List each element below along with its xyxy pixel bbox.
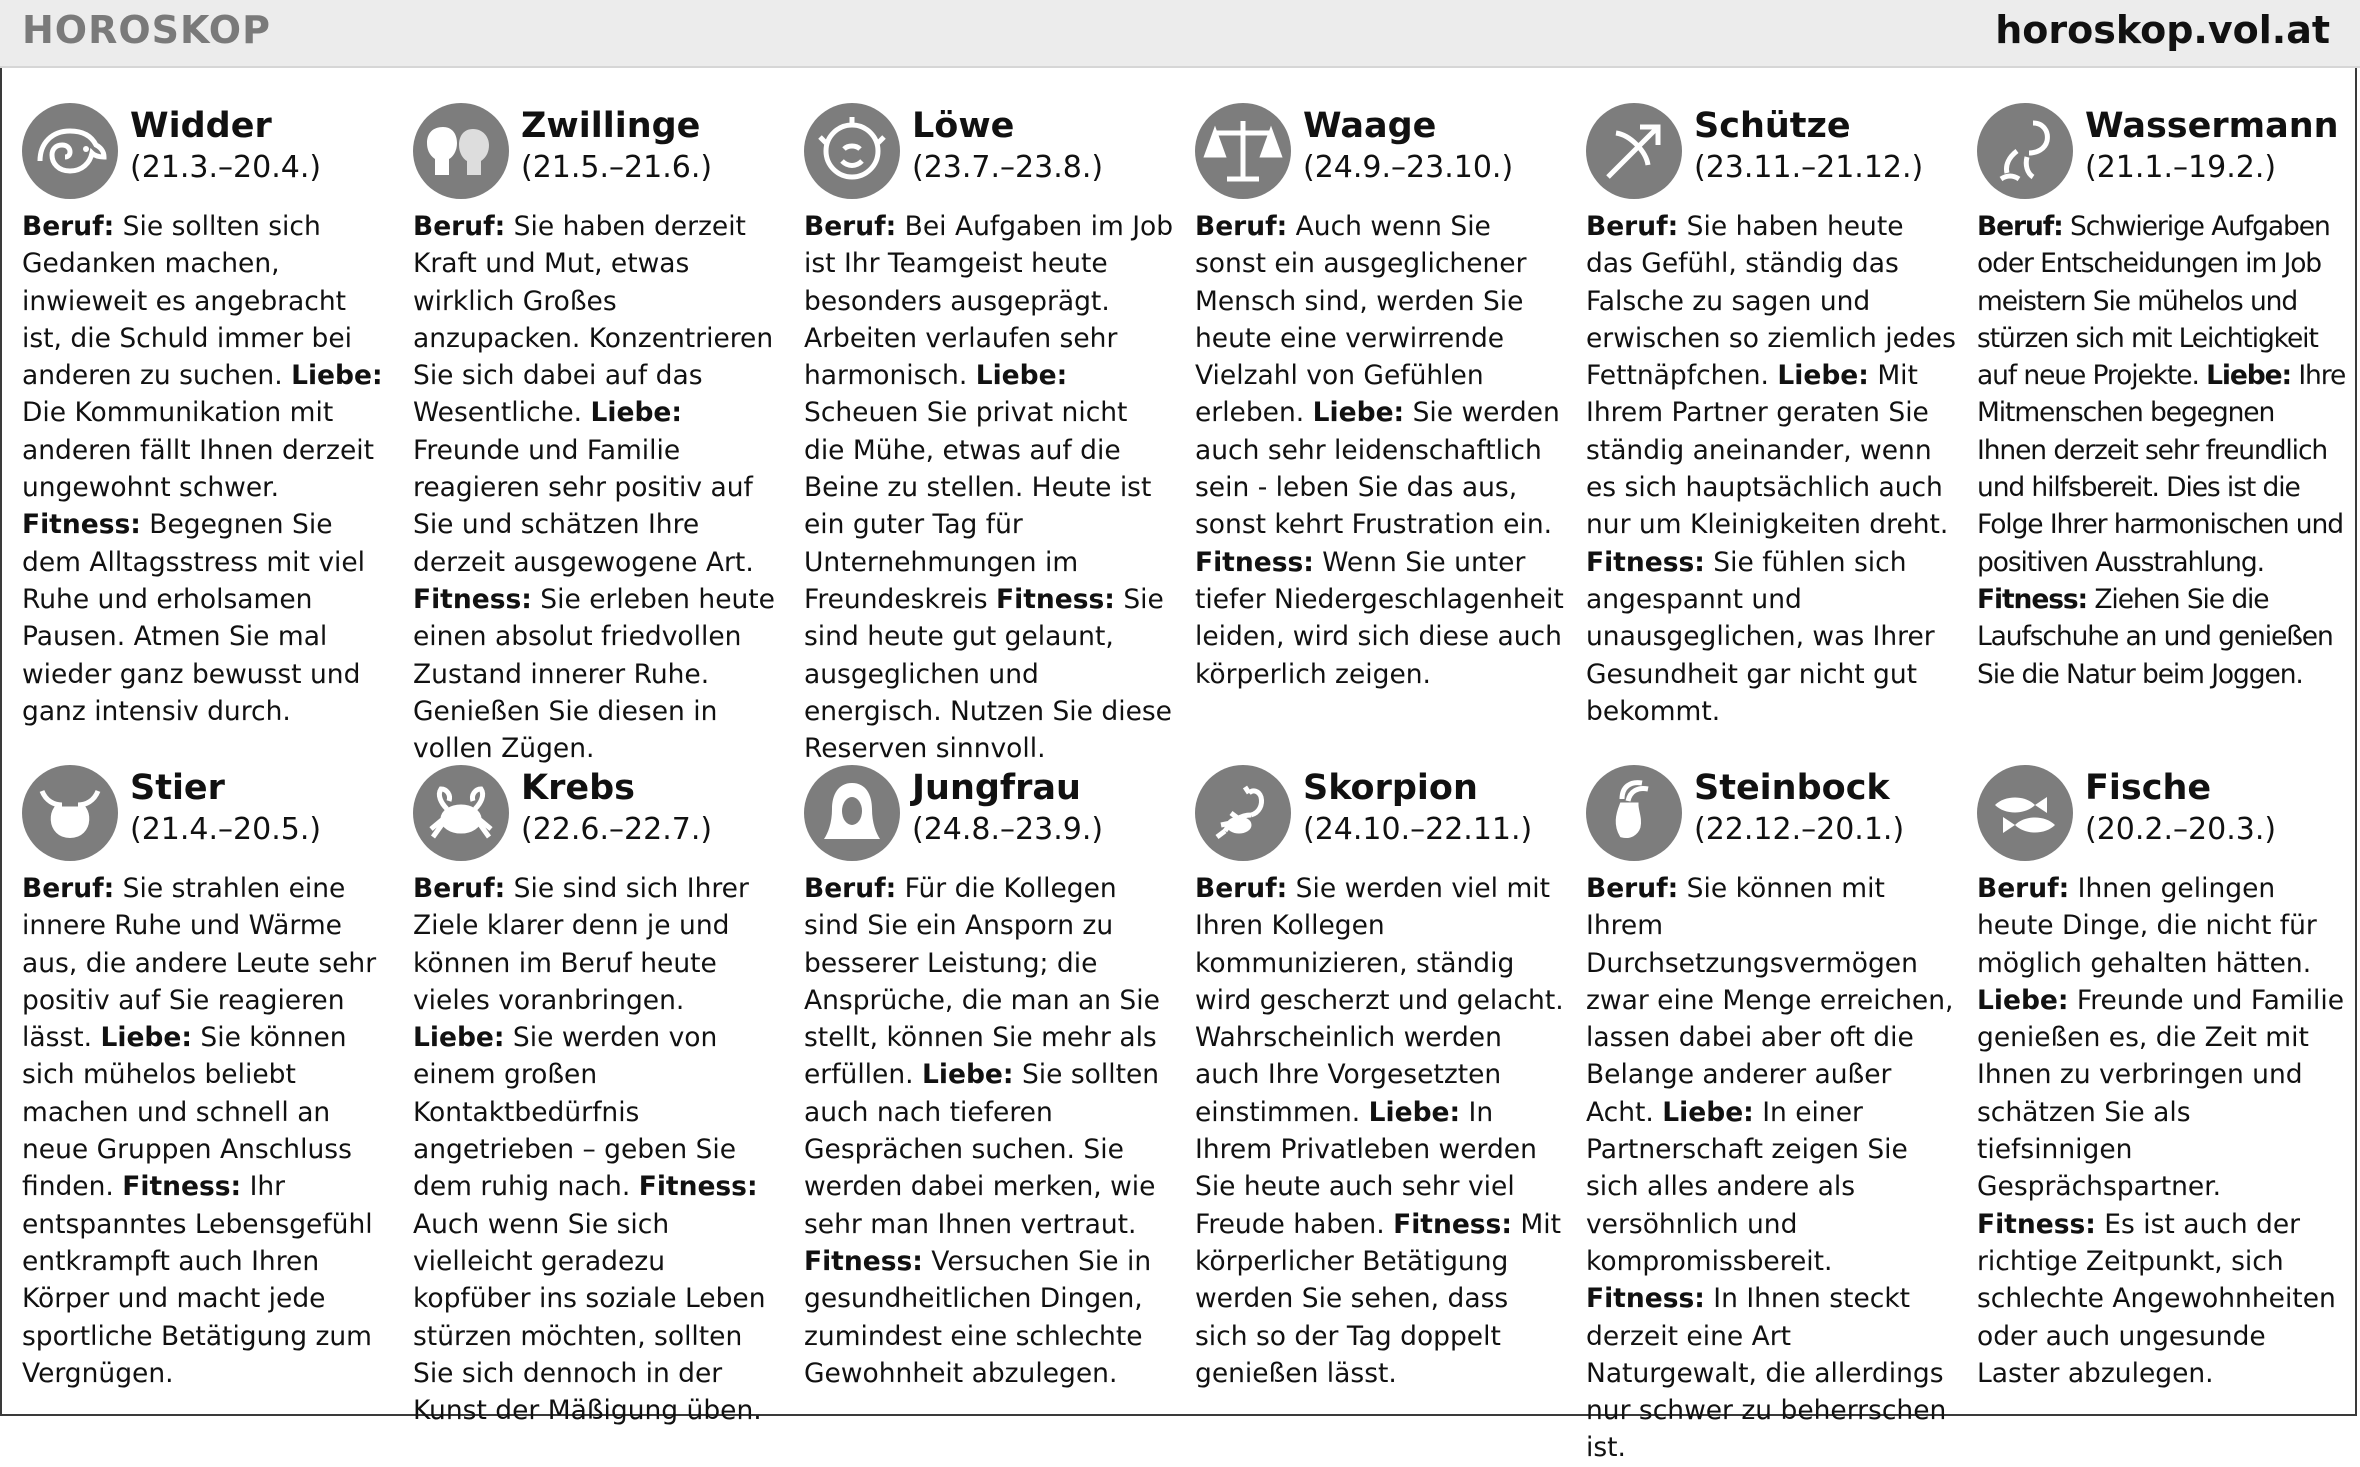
sign-text (1195, 208, 1565, 693)
sign-text (804, 208, 1174, 767)
sign-dates: (24.9.–23.10.) (1303, 150, 1514, 185)
section-label: HOROSKOP (22, 8, 271, 52)
sign-name: Löwe (912, 106, 1015, 146)
sign-header (413, 762, 783, 862)
liebe-label: Liebe: (590, 397, 682, 429)
sign-name: Steinbock (1694, 768, 1890, 808)
liebe-label: Liebe: (413, 1022, 505, 1054)
sign-dates: (24.10.–22.11.) (1303, 812, 1533, 847)
beruf-label: Beruf: (1977, 211, 2063, 242)
liebe-text: Die Kommunikation mit anderen fällt Ihnen derzeit ungewohnt schwer. (22, 397, 375, 504)
fitness-text: Versuchen Sie in gesundheitlichen Dingen, zumindest eine schlechte Gewohnheit abzulegen. (804, 1245, 1152, 1389)
liebe-label: Liebe: (2206, 360, 2291, 392)
liebe-label: Liebe: (1977, 984, 2069, 1016)
sign-header (1977, 762, 2347, 862)
fitness-label: Fitness: (413, 583, 532, 615)
sign-dates: (23.7.–23.8.) (912, 150, 1104, 185)
sign-waage (1195, 100, 1565, 762)
sign-text (1586, 870, 1956, 1467)
beruf-text: Ihnen gelingen heute Dinge, die nicht für möglich gehalten hätten. (1977, 873, 2317, 979)
sign-dates: (21.5.–21.6.) (521, 150, 713, 185)
sign-text (22, 870, 392, 1392)
fitness-label: Fitness: (638, 1171, 758, 1203)
fitness-label: Fitness: (804, 1245, 923, 1277)
sign-name: Fische (2085, 768, 2212, 808)
beruf-label: Beruf: (413, 211, 506, 242)
sign-fische (1977, 762, 2347, 1424)
gemini-twins-icon (413, 103, 509, 199)
sagittarius-archer-icon (1586, 103, 1682, 199)
liebe-text: Mit Ihrem Partner geraten Sie ständig aneinander, wenn es sich hauptsächlich auch nur um Kleinigkeiten dreht. (1586, 360, 1949, 541)
liebe-label: Liebe: (291, 360, 383, 392)
liebe-text: Ihre Mitmenschen begegnen Ihnen derzeit sehr freundlich und hilfsbereit. Dies ist die Folge Ihrer harmonischen und positiven Ausstrahlung. (1977, 360, 2346, 578)
pisces-fish-icon (1977, 765, 2073, 861)
fitness-text: Begegnen Sie dem Alltagsstress mit viel Ruhe und erholsamen Pausen. Atmen Sie mal wieder ganz bewusst und ganz intensiv durch. (22, 509, 366, 727)
sign-header (1977, 100, 2347, 200)
fitness-text: Auch wenn Sie sich vielleicht geradezu kopfüber ins soziale Leben stürzen möchten, sollten Sie sich dennoch in der Kunst der Mäßigung üben. (413, 1208, 766, 1427)
beruf-label: Beruf: (1195, 211, 1288, 242)
aquarius-water-bearer-icon (1977, 103, 2073, 199)
beruf-text: Sie werden viel mit Ihren Kollegen kommunizieren, ständig wird gescherzt und gelacht. Wahrscheinlich werden auch Ihre Vorgesetzten einstimmen. (1195, 873, 1564, 1128)
fitness-text: Mit körperlicher Betätigung werden Sie sehen, dass sich so der Tag doppelt genießen lässt. (1195, 1208, 1561, 1389)
taurus-bull-icon (22, 765, 118, 861)
fitness-label: Fitness: (1977, 583, 2088, 615)
beruf-text: Schwierige Aufgaben oder Entscheidungen im Job meistern Sie mühelos und stürzen sich mit Leichtigkeit auf neue Projekte. (1977, 211, 2330, 392)
sign-widder (22, 100, 392, 762)
sign-text (1977, 208, 2347, 693)
beruf-text: Sie strahlen eine innere Ruhe und Wärme aus, die andere Leute sehr positiv auf Sie reagieren lässt. (22, 873, 377, 1054)
fitness-label: Fitness: (1393, 1208, 1512, 1240)
sign-text (1977, 870, 2347, 1392)
fitness-label: Fitness: (122, 1171, 242, 1203)
aries-ram-icon (22, 103, 118, 199)
liebe-text: In Ihrem Privatleben werden Sie heute auch sehr viel Freude haben. (1195, 1096, 1537, 1240)
liebe-label: Liebe: (975, 360, 1068, 392)
liebe-text: Sie sollten auch nach tieferen Gesprächen suchen. Sie werden dabei merken, wie sehr man Ihnen vertraut. (804, 1059, 1160, 1240)
site-url[interactable]: horoskop.vol.at (1995, 8, 2330, 52)
sign-dates: (21.4.–20.5.) (130, 812, 322, 847)
fitness-label: Fitness: (1586, 546, 1705, 578)
beruf-text: Bei Aufgaben im Job ist Ihr Teamgeist heute besonders ausgeprägt. Arbeiten verlaufen sehr harmonisch. (804, 211, 1174, 392)
liebe-label: Liebe: (1662, 1096, 1754, 1128)
sign-krebs (413, 762, 783, 1427)
sign-header (22, 100, 392, 200)
sign-text (413, 208, 783, 767)
beruf-text: Sie sollten sich Gedanken machen, inwieweit es angebracht ist, die Schuld immer bei anderen zu suchen. (22, 211, 353, 392)
sign-header (1586, 100, 1956, 200)
horoscope-grid (22, 100, 2346, 1464)
scorpio-scorpion-icon (1195, 765, 1291, 861)
fitness-text: Wenn Sie unter tiefer Niedergeschlagenheit leiden, wird sich diese auch körperlich zeigen. (1195, 546, 1564, 690)
fitness-text: In Ihnen steckt derzeit eine Art Naturgewalt, die allerdings nur schwer zu beherrschen ist. (1586, 1283, 1947, 1464)
fitness-label: Fitness: (1977, 1208, 2096, 1240)
fitness-label: Fitness: (1195, 546, 1314, 578)
sign-name: Skorpion (1303, 768, 1478, 808)
fitness-text: Sie fühlen sich angespannt und unausgeglichen, was Ihrer Gesundheit gar nicht gut bekommt. (1586, 546, 1935, 727)
beruf-label: Beruf: (1977, 873, 2070, 904)
beruf-text: Auch wenn Sie sonst ein ausgeglichener Mensch sind, werden Sie heute eine verwirrende Vielzahl von Gefühlen erleben. (1195, 211, 1527, 429)
sign-header (22, 762, 392, 862)
sign-name: Waage (1303, 106, 1437, 146)
beruf-label: Beruf: (804, 211, 897, 242)
liebe-label: Liebe: (100, 1022, 192, 1054)
leo-lion-icon (804, 103, 900, 199)
sign-dates: (24.8.–23.9.) (912, 812, 1104, 847)
sign-dates: (22.12.–20.1.) (1694, 812, 1905, 847)
fitness-text: Es ist auch der richtige Zeitpunkt, sich schlechte Angewohnheiten oder auch ungesunde Laster abzulegen. (1977, 1208, 2336, 1389)
beruf-text: Sie haben heute das Gefühl, ständig das Falsche zu sagen und erwischen so ziemlich jedes Fettnäpfchen. (1586, 211, 1956, 392)
liebe-text: Freunde und Familie reagieren sehr positiv auf Sie und schätzen Ihre derzeit ausgewogene Art. (413, 434, 754, 578)
liebe-text: Sie werden von einem großen Kontaktbedürfnis angetrieben – geben Sie dem ruhig nach. (413, 1022, 737, 1203)
virgo-maiden-icon (804, 765, 900, 861)
fitness-label: Fitness: (22, 509, 141, 541)
sign-header (1195, 762, 1565, 862)
sign-steinbock (1586, 762, 1956, 1464)
sign-text (1195, 870, 1565, 1392)
beruf-label: Beruf: (1195, 873, 1288, 904)
sign-name: Widder (130, 106, 272, 146)
sign-wassermann (1977, 100, 2347, 762)
sign-name: Jungfrau (912, 768, 1081, 808)
sign-loewe (804, 100, 1174, 765)
beruf-label: Beruf: (1586, 211, 1679, 242)
sign-header (1586, 762, 1956, 862)
liebe-label: Liebe: (1777, 360, 1869, 392)
capricorn-goat-icon (1586, 765, 1682, 861)
liebe-text: Sie können sich mühelos beliebt machen und schnell an neue Gruppen Anschluss finden. (22, 1022, 352, 1203)
liebe-label: Liebe: (922, 1059, 1014, 1091)
beruf-label: Beruf: (413, 873, 506, 904)
sign-schuetze (1586, 100, 1956, 762)
sign-skorpion (1195, 762, 1565, 1424)
beruf-text: Sie haben derzeit Kraft und Mut, etwas wirklich Großes anzupacken. Konzentrieren Sie sich dabei auf das Wesentliche. (413, 211, 774, 429)
sign-header (804, 762, 1174, 862)
liebe-text: In einer Partnerschaft zeigen Sie sich alles andere als versöhnlich und kompromissbereit. (1586, 1096, 1908, 1277)
sign-name: Krebs (521, 768, 636, 808)
liebe-label: Liebe: (1312, 397, 1405, 429)
fitness-text: Ihr entspanntes Lebensgefühl entkrampft auch Ihren Körper und macht jede sportliche Betätigung zum Vergnügen. (22, 1171, 373, 1389)
liebe-text: Sie werden auch sehr leidenschaftlich sein - leben Sie das aus, sonst kehrt Frustration ein. (1195, 397, 1560, 541)
header-bar (0, 0, 2360, 68)
liebe-label: Liebe: (1368, 1096, 1461, 1128)
sign-name: Wassermann (2085, 106, 2339, 146)
sign-header (804, 100, 1174, 200)
liebe-text: Freunde und Familie genießen es, die Zeit mit Ihnen zu verbringen und schätzen Sie als tiefsinnigen Gesprächspartner. (1977, 984, 2345, 1203)
fitness-label: Fitness: (996, 583, 1115, 615)
sign-dates: (20.2.–20.3.) (2085, 812, 2277, 847)
sign-dates: (21.1.–19.2.) (2085, 150, 2277, 185)
sign-zwillinge (413, 100, 783, 765)
sign-name: Zwillinge (521, 106, 701, 146)
beruf-label: Beruf: (1586, 873, 1679, 904)
sign-name: Stier (130, 768, 225, 808)
liebe-text: Scheuen Sie privat nicht die Mühe, etwas auf die Beine zu stellen. Heute ist ein guter Tag für Unternehmungen im Freundeskreis (804, 397, 1152, 615)
sign-text (413, 870, 783, 1429)
sign-text (22, 208, 392, 730)
sign-header (413, 100, 783, 200)
beruf-text: Sie sind sich Ihrer Ziele klarer denn je und können im Beruf heute vieles voranbringen. (413, 873, 749, 1016)
cancer-crab-icon (413, 765, 509, 861)
beruf-label: Beruf: (804, 873, 897, 904)
sign-dates: (23.11.–21.12.) (1694, 150, 1924, 185)
sign-stier (22, 762, 392, 1424)
sign-text (804, 870, 1174, 1392)
beruf-label: Beruf: (22, 211, 115, 242)
beruf-label: Beruf: (22, 873, 115, 904)
sign-jungfrau (804, 762, 1174, 1424)
fitness-text: Sie sind heute gut gelaunt, ausgeglichen und energisch. Nutzen Sie diese Reserven sinnvoll. (804, 583, 1172, 765)
sign-header (1195, 100, 1565, 200)
sign-dates: (22.6.–22.7.) (521, 812, 713, 847)
libra-scales-icon (1195, 103, 1291, 199)
sign-dates: (21.3.–20.4.) (130, 150, 322, 185)
fitness-text: Sie erleben heute einen absolut friedvollen Zustand innerer Ruhe. Genießen Sie diesen in vollen Zügen. (413, 583, 775, 765)
sign-name: Schütze (1694, 106, 1851, 146)
beruf-text: Sie können mit Ihrem Durchsetzungsvermögen zwar eine Menge erreichen, lassen dabei aber oft die Belange anderer außer Acht. (1586, 873, 1954, 1128)
sign-text (1586, 208, 1956, 730)
beruf-text: Für die Kollegen sind Sie ein Ansporn zu besserer Leistung; die Ansprüche, die man an Sie stellt, können Sie mehr als erfüllen. (804, 873, 1160, 1091)
fitness-label: Fitness: (1586, 1283, 1705, 1315)
fitness-text: Ziehen Sie die Laufschuhe an und genießen Sie die Natur beim Joggen. (1977, 583, 2333, 690)
